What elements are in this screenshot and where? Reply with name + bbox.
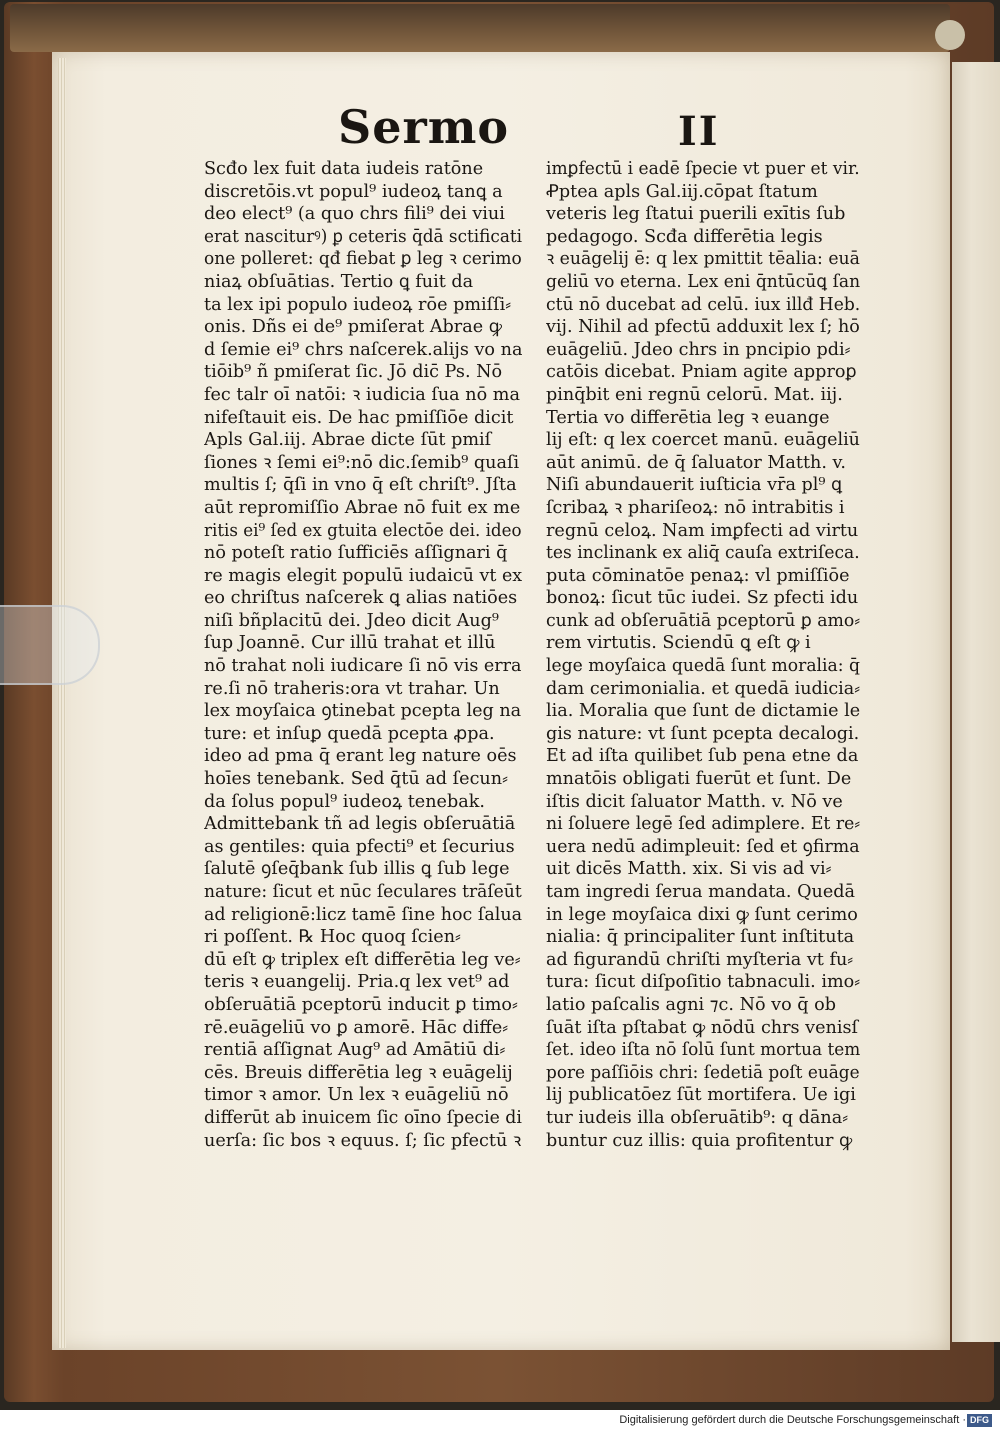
text-line: cēs. Breuis differētia leg ꝛ euāgelij <box>204 1062 513 1083</box>
text-line: one polleret: qđ fiebat ꝑ leg ꝛ cerimo <box>204 249 522 270</box>
text-line: erat nasciturꝰ) ꝑ ceteris q̄dā sctificati <box>204 226 522 247</box>
text-line: nō trahat noli iudicare ſi nō vis erra <box>204 656 522 677</box>
page-clip <box>0 605 100 685</box>
text-line: niaꝝ obſuātias. Tertio ꝗ fuit da <box>204 271 474 292</box>
text-line: aūt repromiſſio Abrae nō fuit ex me <box>204 497 521 518</box>
text-line: regnū celoꝝ. Nam imꝑfecti ad virtu <box>546 520 859 541</box>
text-line: obſeruātiā pceptorū inducit ꝑ timo⸗ <box>204 994 518 1015</box>
text-line: lia. Moralia que ſunt de dictamie le <box>546 701 860 722</box>
text-line: Apls Gal.iij. Abrae dicte ſūt pmiſ <box>204 430 492 451</box>
text-line: puta cōminatōe penaꝝ: vl pmiſſiōe <box>546 565 850 586</box>
text-line: nialia: q̄ principaliter ſunt inſtituta <box>546 927 855 948</box>
text-line: Ꝓpt̄ea apls Gal.iij.cōpat ſtatum <box>546 181 818 202</box>
text-line: uit dicēs Matth. xix. Si vis ad vi⸗ <box>546 859 832 880</box>
binding-top-edge <box>10 4 950 52</box>
text-line: ſcribaꝝ ꝛ phariſeoꝝ: nō intrabitis i <box>546 497 845 518</box>
dfg-logo: DFG <box>967 1414 992 1427</box>
text-line: ri poſſent. ℞ Hoc quoq ſcien⸗ <box>204 927 461 948</box>
text-line: mnatōis obligati fuerūt et ſunt. De <box>546 769 852 790</box>
text-line: ſalutē ꝯſeq̄bank ſub illis ꝗ ſub lege <box>204 859 510 880</box>
text-line: pinq̄bit eni regnū celorū. Mat. iij. <box>546 384 843 405</box>
text-line: imꝑfectū i eadē ſpecie vt puer et vir. <box>546 159 860 179</box>
text-line: Admittebank tñ ad legis obſeruātiā <box>204 814 516 835</box>
text-line: as gentiles: quia pfecti⁹ et ſecurius <box>204 836 515 857</box>
text-line: lij eſt: q lex coercet manū. euāgeliū <box>546 430 860 451</box>
text-line: lij publicatōez ſūt mortifera. Ue igi <box>546 1085 856 1106</box>
text-line: dam cerimonialia. et quedā iudicia⸗ <box>546 678 860 699</box>
text-line: Niſi abundauerit iuſticia vr̄a pl⁹ ꝗ <box>546 475 843 496</box>
page-title: Sermo <box>338 100 510 154</box>
text-line: veteris leg ſtatui puerili exītis ſub <box>546 204 846 225</box>
text-line: fec talr oī natōi: ꝛ iudicia ſua nō ma <box>204 384 520 405</box>
text-line: niſi bñplacitū dei. Jdeo dicit Aug⁹ <box>204 610 499 631</box>
text-line: ta lex ipi populo iudeoꝝ rōe pmiſſi⸗ <box>204 294 512 315</box>
text-line: ritis ei⁹ ſed ex gtuita electōe dei. ideo <box>204 520 522 541</box>
text-line: ni ſoluere legē ſed adimplere. Et re⸗ <box>546 814 860 835</box>
text-line: differūt ab inuicem ſic oīno ſpecie di <box>204 1107 522 1128</box>
text-line: ture: et inſuꝑ quedā pcepta ꝓpa. <box>204 723 495 744</box>
text-line: nature: ſicut et nūc ſeculares trāſeūt <box>204 882 522 902</box>
text-line: ad figurandū chriſti myſteria vt fu⸗ <box>546 949 854 970</box>
text-line: rentiā aſſignat Aug⁹ ad Amātiū di⸗ <box>204 1040 506 1061</box>
text-line: ſuāt iſta pſtabat ꝙ nōdū chrs venisſ <box>546 1017 859 1038</box>
text-line: re.ſi nō traheris:ora vt trahar. Un <box>204 678 500 699</box>
leaf-number: II <box>678 108 720 155</box>
text-line: ſup Joannē. Cur illū trahat et illū <box>204 633 496 654</box>
footer-credit: Digitalisierung gefördert durch die Deutsche Forschungsgemeinschaft · <box>619 1414 966 1426</box>
text-line: euāgeliū. Jdeo chrs in pncipio pdi⸗ <box>546 339 851 360</box>
text-line: re magis elegit populū iudaicū vt ex <box>204 565 522 586</box>
text-line: da ſolus popul⁹ iudeoꝝ tenebak. <box>204 791 485 812</box>
text-line: tiōib⁹ ñ pmiſerat ſic. Jō dic̄ Ps. Nō <box>204 362 503 383</box>
text-line: hoīes tenebank. Sed q̄tū ad ſecun⸗ <box>204 769 508 790</box>
text-line: ſiones ꝛ ſemi ei⁹:nō dic.ſemib⁹ quaſi <box>204 452 520 473</box>
facing-page-edge <box>952 62 1000 1342</box>
text-line: ideo ad pma q̄ erant leg nature oēs <box>204 746 517 767</box>
text-line: tur iudeis illa obſeruātib⁹: q dāna⸗ <box>546 1107 849 1128</box>
text-line: bonoꝝ: ſicut tūc iudei. Sz pfecti idu <box>546 588 859 609</box>
text-column-right <box>546 158 860 1152</box>
text-line: rem virtutis. Sciendū ꝗ eſt ꝙ i <box>546 633 811 654</box>
text-line: ad religionē:licz tamē ſine hoc ſalua <box>204 904 522 925</box>
text-line: timor ꝛ amor. Un lex ꝛ euāgeliū nō <box>204 1085 509 1106</box>
text-line: pore paſſiōis chri: ſedetiā poſt euāge <box>546 1062 860 1083</box>
text-line: ſet. ideo iſta nō ſolū ſunt mortua tem <box>546 1040 860 1061</box>
text-line: eo chriſtus naſcerek ꝗ alias natiōes <box>204 588 518 609</box>
text-line: teris ꝛ euangelij. Pria.q lex vet⁹ ad <box>204 972 510 993</box>
text-line: multis ſ; q̄ſi in vno q̄ eſt chriſt⁹. Jſta <box>204 475 517 496</box>
text-line: nō poteſt ratio ſufficiēs aſſignari q̄ <box>204 543 508 564</box>
text-line: tura: ſicut diſpoſitio tabnaculi. imo⸗ <box>546 972 860 993</box>
text-line: ctū nō ducebat ad celū. iux illđ Heb. <box>546 294 860 315</box>
page-gutter <box>58 58 66 1348</box>
text-line: lege moyſaica quedā ſunt moralia: q̄ <box>546 656 860 677</box>
text-line: tes inclinank ex aliq̄ cauſa extriſeca. <box>546 543 860 564</box>
text-line: cunk ad obſeruātiā pceptorū ꝑ amo⸗ <box>546 610 860 631</box>
text-line: rē.euāgeliū vo ꝑ amorē. Hāc diffe⸗ <box>204 1017 509 1038</box>
text-line: iſtis dicit ſaluator Matth. v. Nō ve <box>546 791 843 812</box>
text-line: geliū vo eterna. Lex eni q̄ntūcūꝗ ſan <box>546 271 860 292</box>
text-line: vij. Nihil ad pfectū adduxit lex ſ; hō <box>546 317 860 338</box>
binding-cord <box>935 20 965 50</box>
text-line: discretōis.vt popul⁹ iudeoꝝ tanꝗ a <box>204 181 503 202</box>
text-line: lex moyſaica ꝯtinebat pcepta leg na <box>204 701 522 722</box>
text-line: pedagogo. Scđa differētia legis <box>546 226 823 247</box>
text-line: Tertia vo differētia leg ꝛ euange <box>546 407 830 428</box>
text-line: latio paſcalis agni ⁊c. Nō vo q̄ ob <box>546 994 836 1015</box>
text-line: onis. Dñs ei de⁹ pmiſerat Abrae ꝙ <box>204 317 502 338</box>
text-line: Scđo lex fuit data iudeis ratōne <box>204 159 484 179</box>
text-line: catōis dicebat. Pniam agite approꝑ <box>546 362 857 383</box>
text-line: nifeſtauit eis. De hac pmiſſiōe dicit <box>204 407 514 428</box>
text-line: buntur cuz illis: quia profitentur ꝙ <box>546 1130 853 1151</box>
text-line: dū eſt ꝙ triplex eſt differētia leg ve⸗ <box>204 949 521 970</box>
text-line: ꝛ euāgelij ē: q lex pmittit tēalia: euā <box>546 249 860 270</box>
text-line: d ſemie ei⁹ chrs naſcerek.alijs vo na <box>204 339 522 360</box>
text-line: uera nedū adimpleuit: ſed et ꝯfirma <box>546 836 860 857</box>
text-line: gis nature: vt ſunt pcepta decalogi. <box>546 723 860 744</box>
text-line: deo elect⁹ (a quo chrs fili⁹ dei viui <box>204 204 505 225</box>
text-line: uerſa: ſic bos ꝛ equus. ſ; ſic pfectū ꝛ <box>204 1130 522 1151</box>
text-column-left <box>204 158 522 1152</box>
text-line: tam ingredi ſerua mandata. Quedā <box>546 882 856 902</box>
text-line: aūt animū. de q̄ ſaluator Matth. v. <box>546 452 846 473</box>
text-line: Et ad iſta quilibet ſub pena etne da <box>546 746 859 767</box>
text-line: in lege moyſaica dixi ꝙ ſunt cerimo <box>546 904 858 925</box>
